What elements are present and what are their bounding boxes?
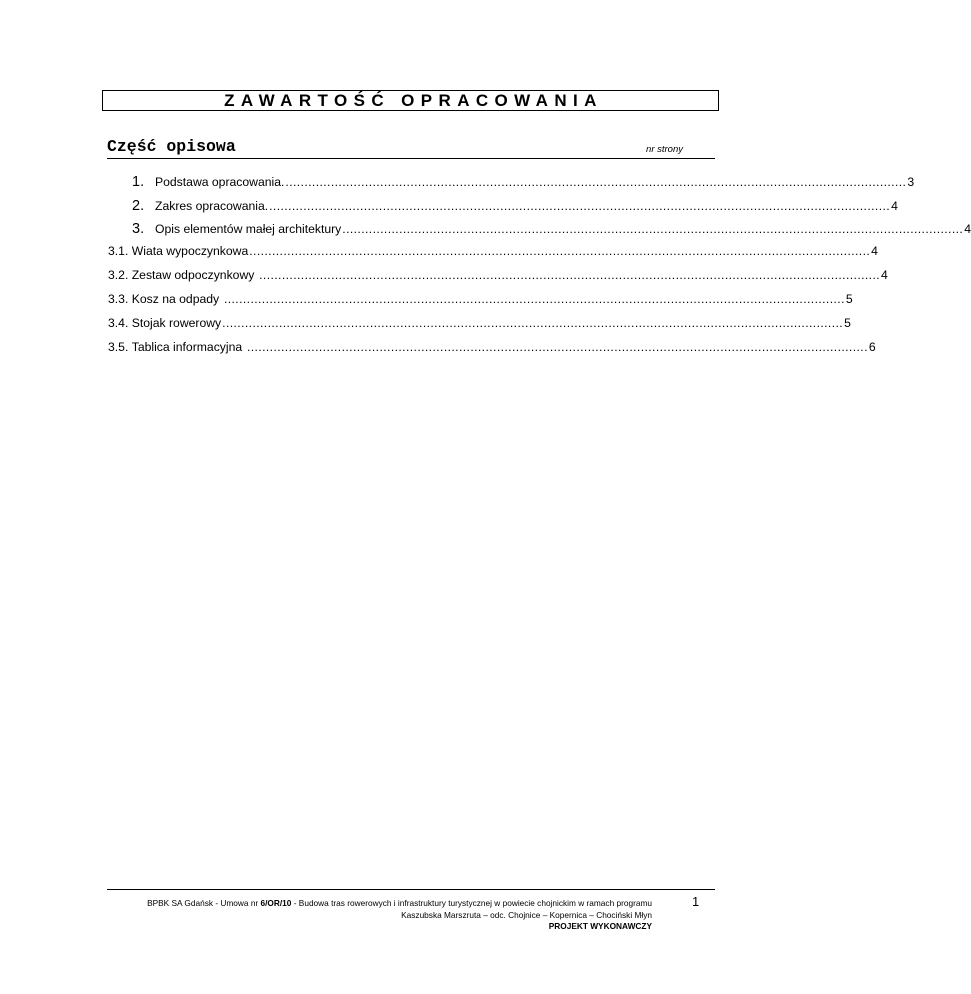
toc-entry-number: 3.	[132, 221, 145, 237]
toc-entry-label: Kosz na odpady	[131, 292, 220, 306]
footer-rule	[107, 889, 715, 890]
toc-entry-label: Podstawa opracowania.	[155, 175, 285, 189]
toc-leader-dots: ....................................................................................................................................................................	[220, 292, 845, 306]
toc-entry-label: Wiata wypoczynkowa	[131, 244, 249, 258]
footer-contract-prefix: BPBK SA Gdańsk - Umowa nr	[147, 898, 261, 908]
toc-entry[interactable]	[132, 174, 915, 190]
toc-entry-page: 4	[964, 222, 971, 236]
toc-entry-label: Opis elementów małej architektury	[155, 222, 342, 236]
toc-entry-label: Stojak rowerowy	[131, 316, 222, 330]
toc-leader-dots: ....................................................................................................................................................................	[269, 199, 891, 213]
section-title: Część opisowa	[107, 137, 236, 156]
footer-contract-number: 6/OR/10	[260, 898, 292, 908]
toc-entry-page: 4	[881, 268, 888, 282]
toc-entry-number: 3.5.	[108, 340, 129, 354]
toc-entry[interactable]	[108, 268, 888, 283]
toc-leader-dots: ....................................................................................................................................................................	[255, 268, 881, 282]
footer-project-description: - Budowa tras rowerowych i infrastruktury turystycznej w powiecie chojnickim w ramach programu	[291, 898, 652, 908]
toc-entry-page: 4	[891, 199, 898, 213]
toc-leader-dots: ....................................................................................................................................................................	[222, 316, 844, 330]
footer-line-2: Kaszubska Marszruta – odc. Chojnice – Kopernica – Chociński Młyn	[401, 909, 652, 920]
toc-entry-number: 3.2.	[108, 268, 129, 282]
toc-entry-number: 3.1.	[108, 244, 129, 258]
table-of-contents	[0, 0, 971, 400]
footer-line-3: PROJEKT WYKONAWCZY	[548, 921, 652, 931]
toc-entry-number: 1.	[132, 174, 145, 190]
toc-entry-page: 5	[845, 292, 853, 306]
toc-entry[interactable]	[108, 292, 853, 307]
toc-entry[interactable]	[132, 221, 971, 237]
toc-entry-page: 3	[907, 175, 915, 189]
toc-entry[interactable]	[108, 340, 876, 355]
toc-entry-label: Zakres opracowania.	[155, 199, 269, 213]
toc-leader-dots: ....................................................................................................................................................................	[243, 340, 868, 354]
toc-leader-dots: ....................................................................................................................................................................	[285, 175, 907, 189]
toc-entry[interactable]	[132, 198, 898, 214]
toc-entry-number: 3.4.	[108, 316, 129, 330]
page-column-header: nr strony	[646, 144, 683, 155]
toc-leader-dots: ....................................................................................................................................................................	[342, 222, 964, 236]
toc-entry-page: 5	[844, 316, 851, 330]
toc-entry-page: 6	[868, 340, 876, 354]
footer-line-1	[100, 898, 652, 910]
toc-entry-number: 2.	[132, 198, 145, 214]
toc-entry-number: 3.3.	[108, 292, 129, 306]
document-title: ZAWARTOŚĆ OPRACOWANIA	[224, 91, 603, 110]
toc-entry-label: Tablica informacyjna	[131, 340, 243, 354]
toc-entry[interactable]	[108, 244, 878, 259]
page-number: 1	[692, 894, 700, 909]
toc-entry[interactable]	[108, 316, 851, 331]
toc-leader-dots: ....................................................................................................................................................................	[249, 244, 871, 258]
toc-entry-label: Zestaw odpoczynkowy	[131, 268, 255, 282]
toc-entry-page: 4	[871, 244, 878, 258]
page-footer	[100, 898, 652, 933]
